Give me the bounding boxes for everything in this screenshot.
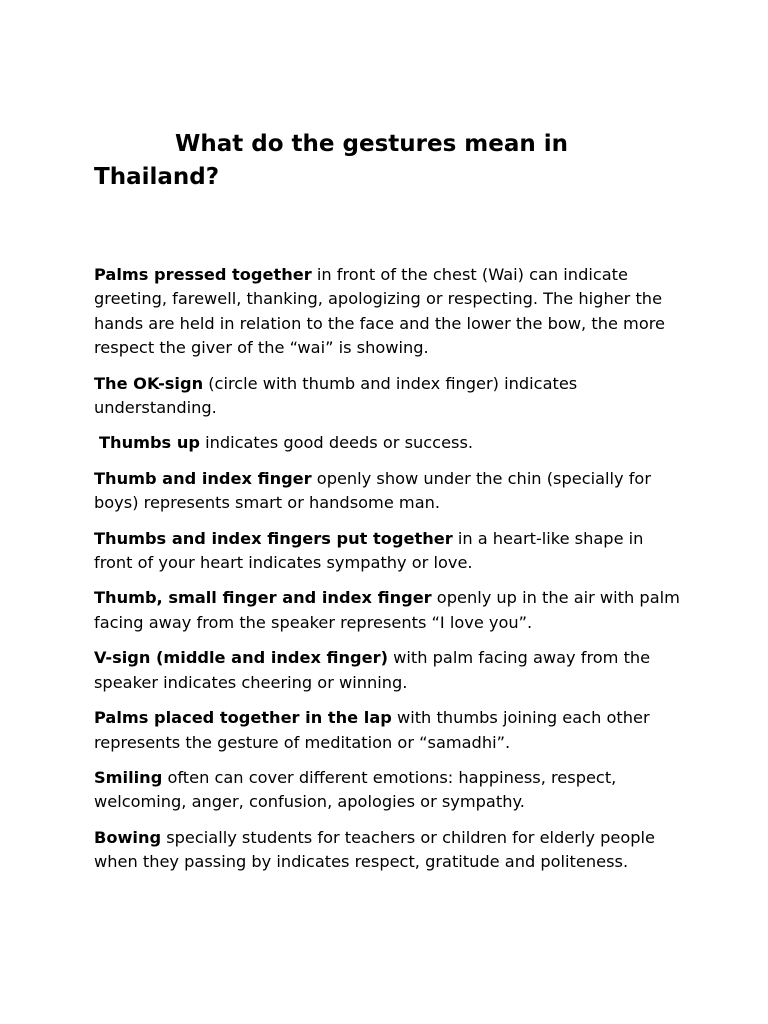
document-body [94, 263, 684, 886]
paragraph-text: openly up in the air with palm facing away from the speaker represents “I love you”. [94, 588, 680, 632]
paragraph-text: (circle with thumb and index finger) indicates understanding. [94, 373, 578, 418]
paragraph-thumb-index-chin [94, 467, 684, 516]
paragraph-term: Thumbs up [99, 433, 200, 453]
paragraph-text: with palm facing away from the speaker indicates cheering or winning. [94, 648, 651, 692]
paragraph-meditation [94, 706, 684, 755]
paragraph-term: The OK-sign [94, 373, 204, 393]
page-title: What do the gestures mean in Thailand? [94, 131, 568, 190]
paragraph-term: Palms pressed together [94, 265, 312, 284]
paragraph-text: openly show under the chin (specially for boys) represents smart or handsome man. [94, 468, 651, 513]
paragraph-term: Palms placed together in the lap [94, 708, 392, 728]
paragraph-ok-sign [94, 372, 684, 421]
paragraph-i-love-you [94, 586, 684, 635]
paragraph-thumbs-up [94, 431, 684, 455]
paragraph-term: Thumb and index finger [94, 468, 312, 488]
paragraph-text: in front of the chest (Wai) can indicate greeting, farewell, thanking, apologizing or respecting. The higher the hands are held in relation to the face and the lower the bow, the more respect the giver of the “wai” is showing. [94, 265, 665, 358]
paragraph-term: V-sign (middle and index finger) [94, 648, 389, 668]
paragraph-wai [94, 263, 684, 361]
paragraph-term: Smiling [94, 767, 163, 787]
paragraph-v-sign [94, 646, 684, 695]
paragraph-bowing [94, 826, 684, 875]
paragraph-term: Thumb, small finger and index finger [94, 588, 432, 608]
paragraph-heart-shape [94, 527, 684, 576]
paragraph-term: Thumbs and index fingers put together [94, 528, 453, 548]
paragraph-text: in a heart-like shape in front of your heart indicates sympathy or love. [94, 528, 644, 573]
paragraph-smiling [94, 766, 684, 815]
paragraph-text: indicates good deeds or success. [199, 433, 474, 453]
paragraph-text: specially students for teachers or children for elderly people when they passing by indicates respect, gratitude and politeness. [94, 827, 656, 872]
paragraph-text: often can cover different emotions: happiness, respect, welcoming, anger, confusion, apologies or sympathy. [94, 767, 617, 812]
paragraph-text: with thumbs joining each other represents the gesture of meditation or “samadhi”. [94, 708, 650, 752]
paragraph-term: Bowing [94, 827, 162, 847]
